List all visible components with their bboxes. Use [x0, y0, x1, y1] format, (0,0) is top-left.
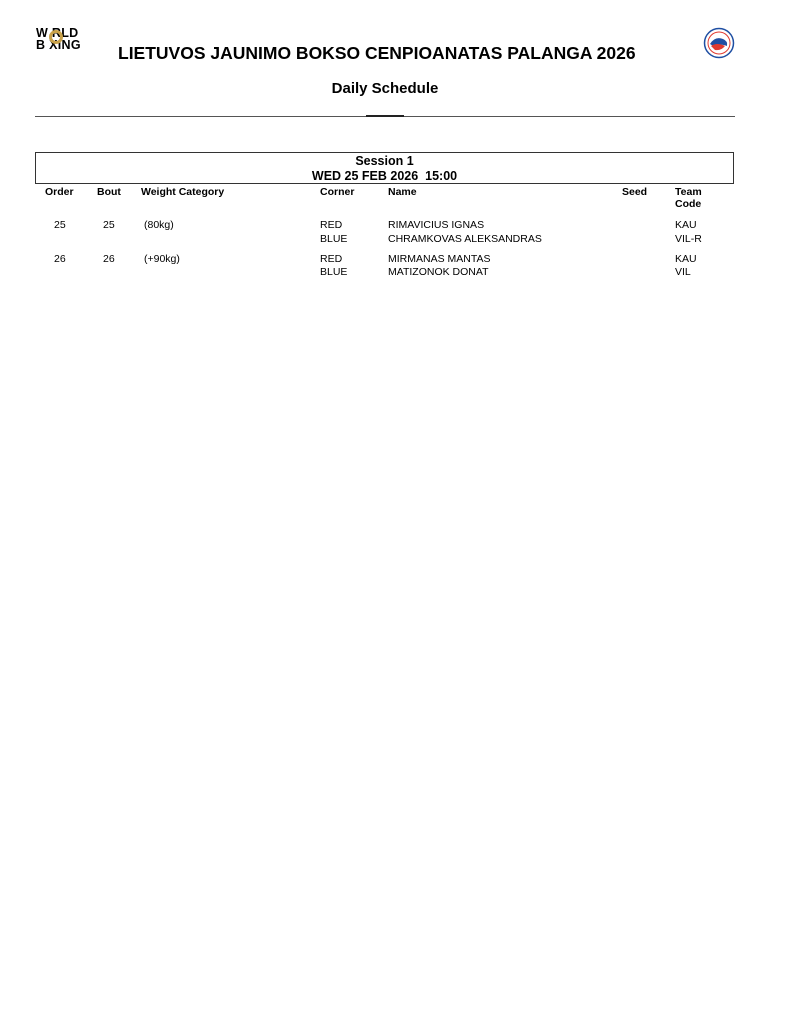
session-datetime: WED 25 FEB 2026 15:00: [311, 169, 458, 183]
col-header-seed: Seed: [622, 186, 648, 198]
bout-order: 26: [54, 253, 66, 265]
red-boxer-name: MIRMANAS MANTAS: [388, 253, 491, 265]
session-name: Session 1: [355, 154, 414, 168]
document-subtitle: Daily Schedule: [331, 80, 439, 97]
session-header-box: [35, 152, 734, 184]
red-corner-label: RED: [320, 219, 343, 231]
federation-emblem-icon: [703, 27, 735, 59]
red-boxer-name: RIMAVICIUS IGNAS: [388, 219, 485, 231]
red-team-code: KAU: [675, 253, 697, 265]
bout-number: 25: [103, 219, 115, 231]
red-corner-label: RED: [320, 253, 343, 265]
blue-team-code: VIL: [675, 266, 691, 278]
document-title: LIETUVOS JAUNIMO BOKSO CENPIOANATAS PALANGA 2026: [118, 43, 636, 63]
logo-line-2: B XING: [36, 38, 81, 52]
col-header-corner: Corner: [320, 186, 355, 198]
blue-corner-label: BLUE: [320, 233, 348, 245]
red-team-code: KAU: [675, 219, 697, 231]
blue-corner-label: BLUE: [320, 266, 348, 278]
blue-team-code: VIL-R: [675, 233, 702, 245]
header-divider-accent: [366, 115, 404, 117]
bout-weight-category: (+90kg): [144, 253, 180, 265]
logo-line-1: W RLD: [36, 26, 79, 40]
col-header-name: Name: [388, 186, 417, 198]
bout-weight-category: (80kg): [144, 219, 174, 231]
bout-order: 25: [54, 219, 66, 231]
col-header-team-line1: Team: [675, 186, 702, 198]
col-header-order: Order: [45, 186, 74, 198]
world-boxing-logo: [36, 26, 108, 54]
col-header-team-line2: Code: [675, 198, 702, 210]
blue-boxer-name: CHRAMKOVAS ALEKSANDRAS: [388, 233, 542, 245]
blue-boxer-name: MATIZONOK DONAT: [388, 266, 489, 278]
col-header-bout: Bout: [97, 186, 121, 198]
bout-number: 26: [103, 253, 115, 265]
logo-ring-icon: [49, 30, 63, 44]
col-header-weight-category: Weight Category: [141, 186, 225, 198]
